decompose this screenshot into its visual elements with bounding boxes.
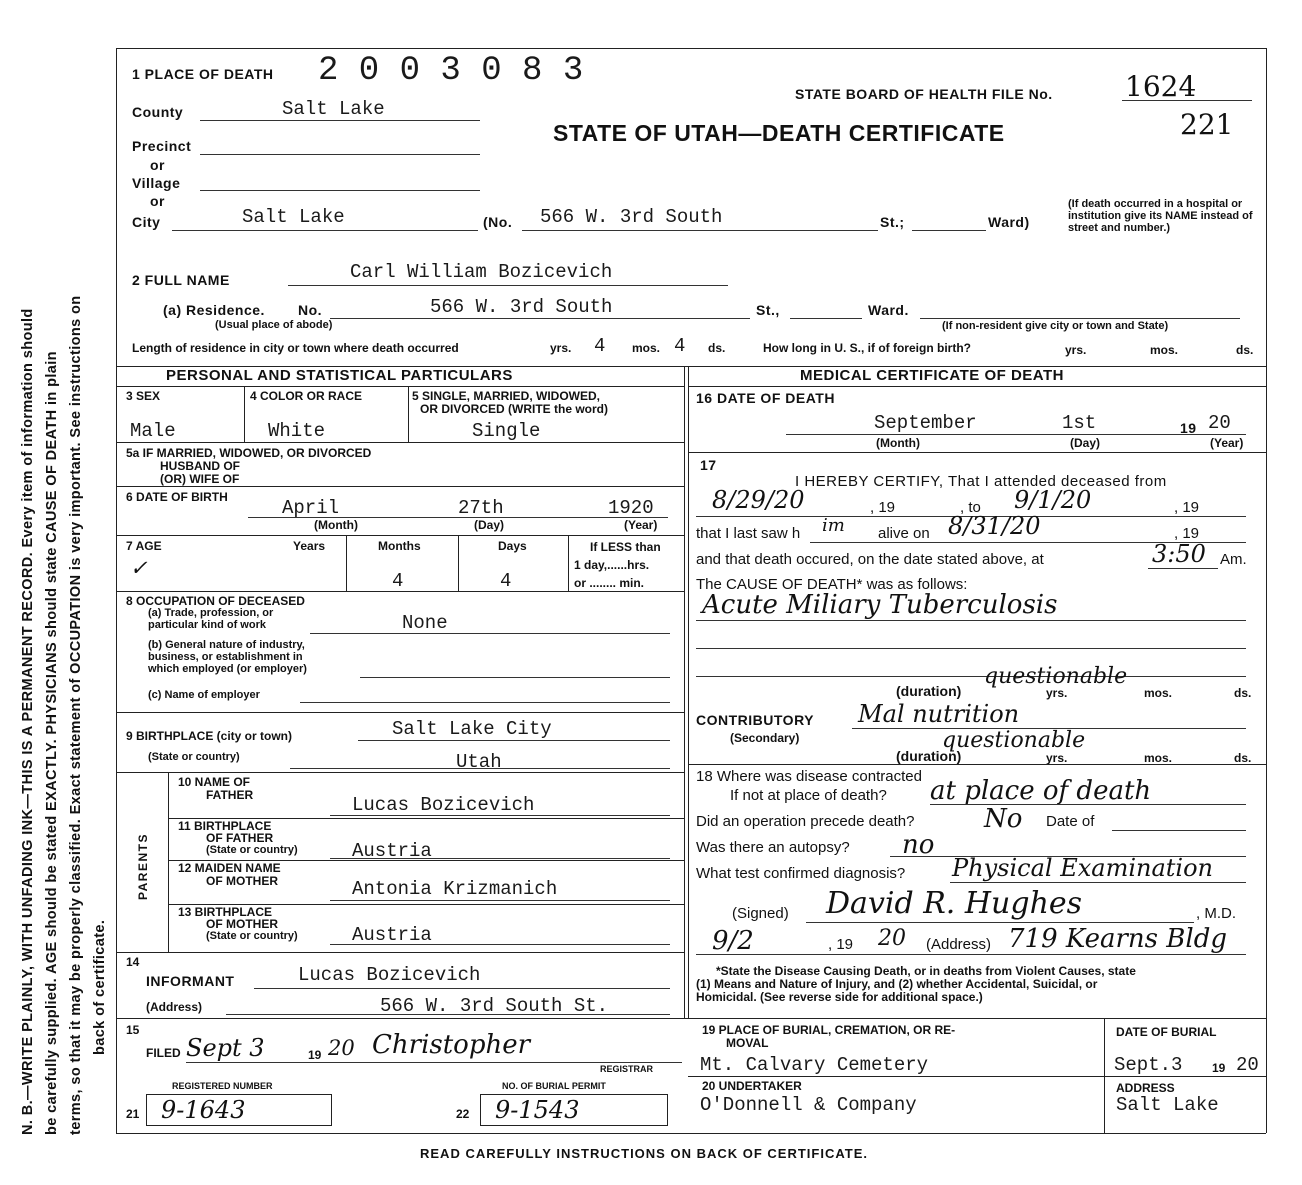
occupation-b-3: which employed (or employer) bbox=[148, 663, 307, 675]
filed-date: Sept 3 bbox=[186, 1034, 265, 1062]
birthplace-state-label: (State or country) bbox=[148, 751, 240, 763]
death-year-label: (Year) bbox=[1210, 436, 1244, 450]
father-birthplace-label-2: OF FATHER bbox=[206, 831, 274, 845]
spouse-label-2: HUSBAND OF bbox=[160, 459, 240, 473]
occupation-b-2: business, or establishment in bbox=[148, 651, 303, 663]
burial-label-1: 19 PLACE OF BURIAL, CREMATION, OR RE- bbox=[702, 1023, 956, 1037]
informant-address: 566 W. 3rd South St. bbox=[380, 995, 609, 1017]
stamped-number: 2 0 0 3 0 8 3 bbox=[318, 52, 584, 90]
mother-birthplace: Austria bbox=[352, 924, 432, 946]
mother-label-2: OF MOTHER bbox=[206, 874, 278, 888]
burial-permit-prefix: 22 bbox=[456, 1107, 470, 1121]
signed-19: , 19 bbox=[828, 936, 854, 953]
spouse-label-1: 5a IF MARRIED, WIDOWED, OR DIVORCED bbox=[126, 446, 372, 460]
contracted-value: at place of death bbox=[930, 776, 1152, 806]
full-name-value: Carl William Bozicevich bbox=[350, 261, 613, 283]
length-yrs-label: yrs. bbox=[550, 341, 572, 355]
age-checkmark: ✓ bbox=[130, 556, 148, 580]
date-of-label: Date of bbox=[1046, 813, 1095, 830]
burial-permit-box bbox=[480, 1094, 668, 1126]
informant-address-label: (Address) bbox=[146, 1000, 203, 1014]
certify-text: I HEREBY CERTIFY, That I attended deceased from bbox=[795, 473, 1167, 490]
undertaker-name: O'Donnell & Company bbox=[700, 1094, 917, 1116]
alive-on-label: alive on bbox=[878, 525, 930, 542]
filed-number: 15 bbox=[126, 1023, 140, 1037]
spouse-label-3: (OR) WIFE OF bbox=[160, 472, 240, 486]
footnote-3: Homicidal. (See reverse side for additional space.) bbox=[696, 990, 983, 1004]
comma-19-b: , 19 bbox=[1174, 499, 1200, 516]
footer-instructions: READ CAREFULLY INSTRUCTIONS ON BACK OF CERTIFICATE. bbox=[420, 1146, 868, 1161]
undertaker-address-label: ADDRESS bbox=[1116, 1081, 1175, 1095]
md-label: , M.D. bbox=[1196, 905, 1236, 922]
marital-label-1: 5 SINGLE, MARRIED, WIDOWED, bbox=[412, 389, 601, 403]
burial-year: 20 bbox=[1236, 1054, 1259, 1076]
registered-number-label: REGISTERED NUMBER bbox=[172, 1081, 273, 1091]
attended-from: 8/29/20 bbox=[712, 486, 805, 514]
dob-label: 6 DATE OF BIRTH bbox=[126, 490, 228, 504]
length-residence-label: Length of residence in city or town where death occurred bbox=[132, 341, 459, 355]
informant-label: INFORMANT bbox=[146, 973, 235, 989]
length-mos-value: 4 bbox=[674, 335, 686, 357]
hospital-note: (If death occurred in a hospital or institution give its NAME instead of street and number.) bbox=[1068, 198, 1253, 234]
registered-number-prefix: 21 bbox=[126, 1107, 140, 1121]
county-label: County bbox=[132, 104, 184, 120]
sex-value: Male bbox=[130, 420, 176, 442]
mother-birthplace-label-3: (State or country) bbox=[206, 930, 298, 942]
length-yrs-value: 4 bbox=[594, 335, 606, 357]
certificate-title: STATE OF UTAH—DEATH CERTIFICATE bbox=[553, 120, 1005, 146]
undertaker-label: 20 UNDERTAKER bbox=[702, 1079, 802, 1093]
margin-note-line-4: back of certificate. bbox=[92, 919, 108, 1055]
medical-header: MEDICAL CERTIFICATE OF DEATH bbox=[800, 367, 1064, 384]
residence-st-label: St., bbox=[756, 302, 780, 318]
dob-month-label: (Month) bbox=[314, 518, 358, 532]
occupation-a-2: particular kind of work bbox=[148, 619, 266, 631]
informant-number: 14 bbox=[126, 955, 140, 969]
burial-date: Sept.3 bbox=[1114, 1054, 1183, 1076]
last-seen-date: 8/31/20 bbox=[948, 512, 1041, 540]
full-name-label: 2 FULL NAME bbox=[132, 272, 230, 288]
father-birthplace-label-3: (State or country) bbox=[206, 844, 298, 856]
duration-mos: mos. bbox=[1144, 686, 1173, 700]
marital-value: Single bbox=[472, 420, 541, 442]
foreign-label: How long in U. S., if of foreign birth? bbox=[763, 341, 971, 355]
age-label: 7 AGE bbox=[126, 539, 162, 553]
county-value: Salt Lake bbox=[282, 98, 385, 120]
street-value: 566 W. 3rd South bbox=[540, 206, 723, 228]
file-sub-number: 221 bbox=[1180, 108, 1234, 141]
death-day: 1st bbox=[1062, 412, 1097, 434]
age-months-value: 4 bbox=[392, 570, 404, 592]
occupation-c: (c) Name of employer bbox=[148, 689, 260, 701]
file-no-label: STATE BOARD OF HEALTH FILE No. bbox=[795, 86, 1053, 102]
signed-label: (Signed) bbox=[732, 905, 789, 922]
ward-label: Ward) bbox=[988, 214, 1030, 230]
death-year: 20 bbox=[1208, 412, 1231, 434]
margin-instructions bbox=[0, 0, 118, 1185]
color-label: 4 COLOR OR RACE bbox=[250, 389, 363, 403]
foreign-ds-label: ds. bbox=[1236, 343, 1254, 357]
less-label-2: 1 day,......hrs. bbox=[574, 558, 650, 572]
less-label-1: If LESS than bbox=[590, 540, 661, 554]
place-of-death-label: 1 PLACE OF DEATH bbox=[132, 66, 274, 82]
operation-value: No bbox=[984, 804, 1023, 834]
margin-note-line-3: terms, so that it may be properly classified. Exact statement of OCCUPATION is very important. See instructions on bbox=[68, 295, 84, 1135]
margin-note-line-1: N. B.—WRITE PLAINLY, WITH UNFADING INK—THIS IS A PERMANENT RECORD. Every item of information should bbox=[20, 308, 36, 1135]
death-time: 3:50 bbox=[1152, 540, 1206, 568]
contributory-value: Mal nutrition bbox=[858, 700, 1020, 728]
dob-day-label: (Day) bbox=[474, 518, 505, 532]
attended-to: 9/1/20 bbox=[1014, 486, 1092, 514]
comma-19-a: , 19 bbox=[870, 499, 896, 516]
birthplace-state: Utah bbox=[456, 751, 502, 773]
duration-ds: ds. bbox=[1234, 686, 1252, 700]
foreign-yrs-label: yrs. bbox=[1065, 343, 1087, 357]
cause-label: The CAUSE OF DEATH* was as follows: bbox=[696, 576, 968, 593]
parents-label: PARENTS bbox=[136, 833, 150, 900]
signed-date: 9/2 bbox=[712, 926, 754, 956]
to-label: , to bbox=[960, 499, 981, 516]
registered-number-box bbox=[146, 1094, 332, 1126]
dob-month: April bbox=[282, 497, 340, 519]
death-19: 19 bbox=[1180, 420, 1197, 436]
contributory-label: CONTRIBUTORY bbox=[696, 712, 814, 728]
test-value: Physical Examination bbox=[952, 854, 1213, 882]
contracted-label: 18 Where was disease contracted bbox=[696, 768, 922, 785]
margin-note-line-2: be carefully supplied. AGE should be stated EXACTLY. PHYSICIANS should state CAUSE OF DEATH in plain bbox=[44, 351, 60, 1135]
cause-of-death: Acute Miliary Tuberculosis bbox=[702, 590, 1058, 620]
address-label: (Address) bbox=[926, 936, 992, 953]
last-saw-pronoun: im bbox=[822, 515, 845, 536]
filed-19: 19 bbox=[308, 1048, 322, 1062]
nonresident-label: (If non-resident give city or town and State) bbox=[942, 320, 1169, 332]
marital-label-2: OR DIVORCED (WRITE the word) bbox=[420, 402, 608, 416]
birthplace-value: Salt Lake City bbox=[392, 718, 552, 740]
occupation-b-1: (b) General nature of industry, bbox=[148, 639, 305, 651]
autopsy-value: no bbox=[902, 830, 935, 860]
mother-label-1: 12 MAIDEN NAME bbox=[178, 861, 281, 875]
burial-19: 19 bbox=[1212, 1061, 1226, 1075]
city-label: City bbox=[132, 214, 161, 230]
occupation-a-1: (a) Trade, profession, or bbox=[148, 607, 274, 619]
city-value: Salt Lake bbox=[242, 206, 345, 228]
death-month-label: (Month) bbox=[876, 436, 920, 450]
duration-2-yrs: yrs. bbox=[1046, 751, 1068, 765]
duration-2-value: questionable bbox=[942, 728, 1086, 753]
street-no-label: (No. bbox=[483, 214, 513, 230]
burial-date-label: DATE OF BURIAL bbox=[1116, 1025, 1217, 1039]
duration-2-mos: mos. bbox=[1144, 751, 1173, 765]
precinct-label: Precinct bbox=[132, 138, 192, 154]
residence-value: 566 W. 3rd South bbox=[430, 296, 613, 318]
duration-label: (duration) bbox=[896, 683, 962, 699]
st-label: St.; bbox=[880, 214, 905, 230]
birthplace-label: 9 BIRTHPLACE (city or town) bbox=[126, 729, 293, 743]
burial-permit: 9-1543 bbox=[495, 1096, 580, 1124]
filed-year: 20 bbox=[328, 1036, 355, 1060]
am-label: Am. bbox=[1220, 551, 1247, 568]
dob-day: 27th bbox=[458, 497, 504, 519]
age-days-label: Days bbox=[498, 539, 527, 553]
footnote-1: *State the Disease Causing Death, or in deaths from Violent Causes, state bbox=[716, 964, 1136, 978]
item-17-label: 17 bbox=[700, 457, 717, 473]
dob-year: 1920 bbox=[608, 497, 654, 519]
undertaker-address: Salt Lake bbox=[1116, 1094, 1219, 1116]
abode-label: (Usual place of abode) bbox=[215, 319, 333, 331]
residence-ward-label: Ward. bbox=[868, 302, 909, 318]
death-at-label: and that death occured, on the date stated above, at bbox=[696, 551, 1044, 568]
village-label: Village bbox=[132, 175, 181, 191]
occupation-label: 8 OCCUPATION OF DECEASED bbox=[126, 594, 305, 608]
filed-label: FILED bbox=[146, 1046, 181, 1060]
file-number: 1624 bbox=[1125, 70, 1197, 103]
burial-place: Mt. Calvary Cemetery bbox=[700, 1054, 929, 1076]
duration-value: questionable bbox=[984, 664, 1128, 689]
personal-header: PERSONAL AND STATISTICAL PARTICULARS bbox=[166, 367, 513, 384]
test-label: What test confirmed diagnosis? bbox=[696, 865, 906, 882]
father-name: Lucas Bozicevich bbox=[352, 794, 535, 816]
length-ds-label: ds. bbox=[708, 341, 726, 355]
signed-year: 20 bbox=[878, 926, 906, 951]
date-of-death-label: 16 DATE OF DEATH bbox=[696, 390, 835, 406]
or-label-1: or bbox=[150, 157, 165, 173]
age-months-label: Months bbox=[378, 539, 421, 553]
informant-name: Lucas Bozicevich bbox=[298, 964, 481, 986]
color-value: White bbox=[268, 420, 326, 442]
secondary-label: (Secondary) bbox=[730, 731, 800, 745]
operation-label: Did an operation precede death? bbox=[696, 813, 915, 830]
foreign-mos-label: mos. bbox=[1150, 343, 1179, 357]
or-label-2: or bbox=[150, 193, 165, 209]
registrar-label: REGISTRAR bbox=[600, 1064, 654, 1074]
mother-birthplace-label-2: OF MOTHER bbox=[206, 917, 278, 931]
father-label-1: 10 NAME OF bbox=[178, 775, 251, 789]
autopsy-label: Was there an autopsy? bbox=[696, 839, 850, 856]
father-birthplace-label-1: 11 BIRTHPLACE bbox=[178, 819, 272, 833]
occupation-value: None bbox=[402, 612, 448, 634]
sex-label: 3 SEX bbox=[126, 389, 161, 403]
father-birthplace: Austria bbox=[352, 840, 432, 862]
length-mos-label: mos. bbox=[632, 341, 661, 355]
footnote-2: (1) Means and Nature of Injury, and (2) whether Accidental, Suicidal, or bbox=[696, 977, 1098, 991]
mother-birthplace-label-1: 13 BIRTHPLACE bbox=[178, 905, 273, 919]
less-label-3: or ........ min. bbox=[574, 576, 645, 590]
father-label-2: FATHER bbox=[206, 788, 254, 802]
mother-name: Antonia Krizmanich bbox=[352, 878, 558, 900]
physician-address: 719 Kearns Bldg bbox=[1008, 924, 1227, 954]
burial-label-2: MOVAL bbox=[726, 1036, 769, 1050]
registrar-signature: Christopher bbox=[372, 1030, 531, 1060]
age-years-label: Years bbox=[293, 539, 326, 553]
dob-year-label: (Year) bbox=[624, 518, 658, 532]
physician-signature: David R. Hughes bbox=[826, 886, 1083, 921]
last-saw-label: that I last saw h bbox=[696, 525, 801, 542]
duration-yrs: yrs. bbox=[1046, 686, 1068, 700]
contracted-label-2: If not at place of death? bbox=[730, 787, 887, 804]
comma-19-c: , 19 bbox=[1174, 525, 1200, 542]
age-days-value: 4 bbox=[500, 570, 512, 592]
registered-number: 9-1643 bbox=[161, 1096, 246, 1124]
burial-permit-label: NO. OF BURIAL PERMIT bbox=[502, 1081, 606, 1091]
residence-label: (a) Residence. bbox=[163, 302, 265, 318]
death-day-label: (Day) bbox=[1070, 436, 1101, 450]
duration-2-label: (duration) bbox=[896, 748, 962, 764]
death-month: September bbox=[874, 412, 977, 434]
residence-no-label: No. bbox=[298, 302, 323, 318]
duration-2-ds: ds. bbox=[1234, 751, 1252, 765]
